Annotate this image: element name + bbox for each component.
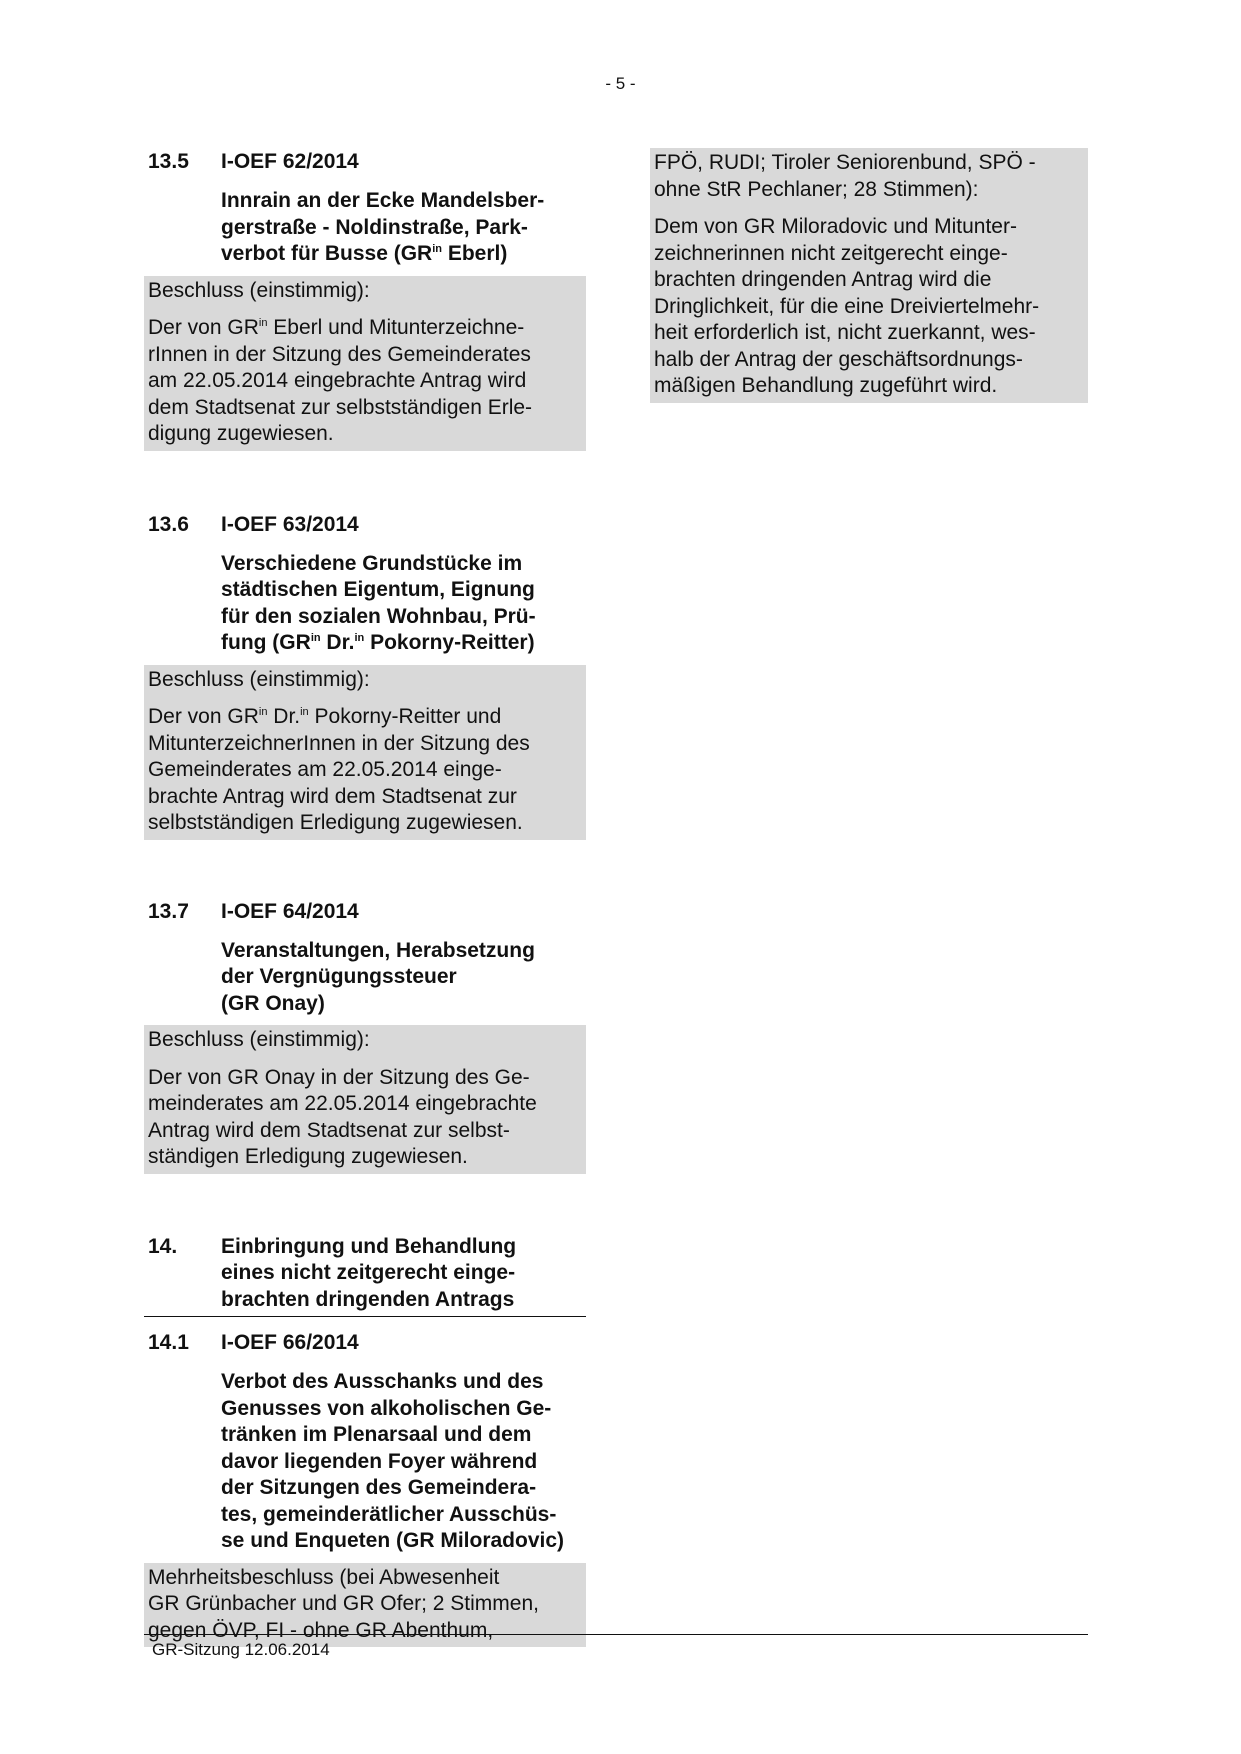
decision-line: selbstständigen Erledigung zugewiesen. [148, 811, 523, 834]
decision-line: Dem von GR Miloradovic und Mitunter- [654, 215, 1017, 238]
decision-line: heit erforderlich ist, nicht zuerkannt, wes- [654, 321, 1036, 344]
item-number: 14.1 [148, 1331, 189, 1354]
title-line [221, 630, 591, 657]
title-line: Genusses von alkoholischen Ge- [221, 1396, 552, 1420]
title-line: Innrain an der Ecke Mandelsber- [221, 189, 545, 212]
decision-line: Gemeinderates am 22.05.2014 einge- [148, 758, 502, 781]
decision-line: meinderates am 22.05.2014 eingebrachte [148, 1092, 537, 1115]
decision-line: rInnen in der Sitzung des Gemeinderates [148, 342, 531, 366]
title-line: davor liegenden Foyer während [221, 1449, 538, 1473]
item-title [221, 938, 591, 1018]
decision-line: zeichnerinnen nicht zeitgerecht einge- [654, 241, 1008, 265]
continuation-line: FPÖ, RUDI; Tiroler Seniorenbund, SPÖ - [654, 151, 1036, 174]
superscript: in [300, 706, 309, 718]
title-text: Pokorny-Reitter) [364, 631, 535, 654]
superscript: in [432, 243, 442, 255]
title-text: Dr. [320, 631, 355, 654]
decision-text: Eberl und Mitunterzeichne- [267, 316, 525, 339]
decision-box-continued [650, 148, 1088, 403]
title-line: Verschiedene Grundstücke im [221, 551, 523, 575]
decision-text: Der von GR [148, 705, 259, 728]
section-title-line: brachten dringenden Antrags [221, 1287, 515, 1311]
decision-line: ständigen Erledigung zugewiesen. [148, 1145, 468, 1168]
continuation-line: ohne StR Pechlaner; 28 Stimmen): [654, 177, 979, 201]
superscript: in [258, 317, 268, 329]
item-code: I-OEF 64/2014 [221, 899, 359, 923]
section-14-heading [144, 1234, 586, 1318]
decision-box [144, 276, 586, 451]
title-line: der Vergnügungssteuer [221, 965, 457, 988]
decision-line: Dringlichkeit, für die eine Dreiviertelmehr- [654, 294, 1040, 318]
decision-line: dem Stadtsenat zur selbstständigen Erle- [148, 395, 533, 419]
item-title [221, 1369, 601, 1555]
title-line: tes, gemeinderätlicher Ausschüs- [221, 1502, 557, 1526]
footer-divider [144, 1634, 1088, 1635]
decision-line: Mehrheitsbeschluss (bei Abwesenheit [148, 1565, 500, 1589]
left-column [144, 148, 586, 1647]
decision-line: mäßigen Behandlung zugeführt wird. [654, 374, 998, 397]
decision-line: brachte Antrag wird dem Stadtsenat zur [148, 784, 517, 808]
decision-box [144, 665, 586, 840]
decision-label: Beschluss (einstimmig): [148, 1028, 370, 1051]
item-heading [144, 511, 586, 538]
footer-text: GR-Sitzung 12.06.2014 [152, 1640, 330, 1659]
agenda-item-13-6 [144, 511, 586, 840]
decision-label: Beschluss (einstimmig): [148, 667, 370, 691]
right-column [650, 148, 1088, 403]
agenda-item-14-1 [144, 1329, 586, 1647]
decision-line: halb der Antrag der geschäftsordnungs- [654, 347, 1023, 371]
decision-text: Dr. [267, 705, 301, 728]
title-line: se und Enqueten (GR Miloradovic) [221, 1529, 565, 1552]
decision-line: gegen ÖVP, FI - ohne GR Abenthum, [148, 1618, 494, 1642]
superscript: in [354, 632, 365, 644]
decision-line [148, 704, 582, 731]
decision-text: Der von GR [148, 316, 259, 339]
title-text: fung (GR [221, 631, 311, 654]
decision-label: Beschluss (einstimmig): [148, 278, 370, 302]
agenda-item-13-7 [144, 898, 586, 1174]
decision-box [144, 1025, 586, 1174]
decision-line: MitunterzeichnerInnen in der Sitzung des [148, 731, 530, 755]
item-heading [144, 898, 586, 925]
section-title-line: eines nicht zeitgerecht einge- [221, 1261, 516, 1284]
decision-line [148, 315, 582, 342]
title-line: Verbot des Ausschanks und des [221, 1370, 544, 1393]
title-line: tränken im Plenarsaal und dem [221, 1423, 532, 1446]
item-title [221, 551, 591, 657]
superscript: in [258, 706, 268, 718]
title-line: gerstraße - Noldinstraße, Park- [221, 215, 528, 239]
section-number: 14. [148, 1234, 178, 1258]
section-title [221, 1234, 561, 1314]
item-code: I-OEF 66/2014 [221, 1331, 359, 1354]
item-number: 13.7 [148, 899, 189, 923]
title-line: der Sitzungen des Gemeindera- [221, 1476, 537, 1499]
decision-line: Antrag wird dem Stadtsenat zur selbst- [148, 1118, 510, 1142]
title-text: Eberl) [441, 242, 508, 265]
title-line [221, 241, 591, 268]
item-heading [144, 148, 586, 175]
decision-line: GR Grünbacher und GR Ofer; 2 Stimmen, [148, 1592, 539, 1615]
item-title [221, 188, 591, 268]
decision-line: digung zugewiesen. [148, 422, 334, 445]
decision-line: am 22.05.2014 eingebrachte Antrag wird [148, 369, 527, 392]
page-number: - 5 - [605, 74, 636, 93]
title-text: verbot für Busse (GR [221, 242, 433, 265]
item-code: I-OEF 62/2014 [221, 150, 359, 173]
item-code: I-OEF 63/2014 [221, 512, 359, 536]
item-heading [144, 1329, 586, 1356]
decision-line: Der von GR Onay in der Sitzung des Ge- [148, 1065, 530, 1089]
title-line: städtischen Eigentum, Eignung [221, 578, 535, 601]
item-number: 13.6 [148, 512, 189, 536]
decision-text: Pokorny-Reitter und [308, 705, 502, 728]
superscript: in [310, 632, 321, 644]
agenda-item-13-5 [144, 148, 586, 451]
title-line: (GR Onay) [221, 991, 325, 1015]
item-number: 13.5 [148, 150, 189, 173]
title-line: Veranstaltungen, Herabsetzung [221, 938, 535, 962]
title-line: für den sozialen Wohnbau, Prü- [221, 604, 536, 628]
section-title-line: Einbringung und Behandlung [221, 1234, 517, 1258]
decision-line: brachten dringenden Antrag wird die [654, 268, 992, 291]
